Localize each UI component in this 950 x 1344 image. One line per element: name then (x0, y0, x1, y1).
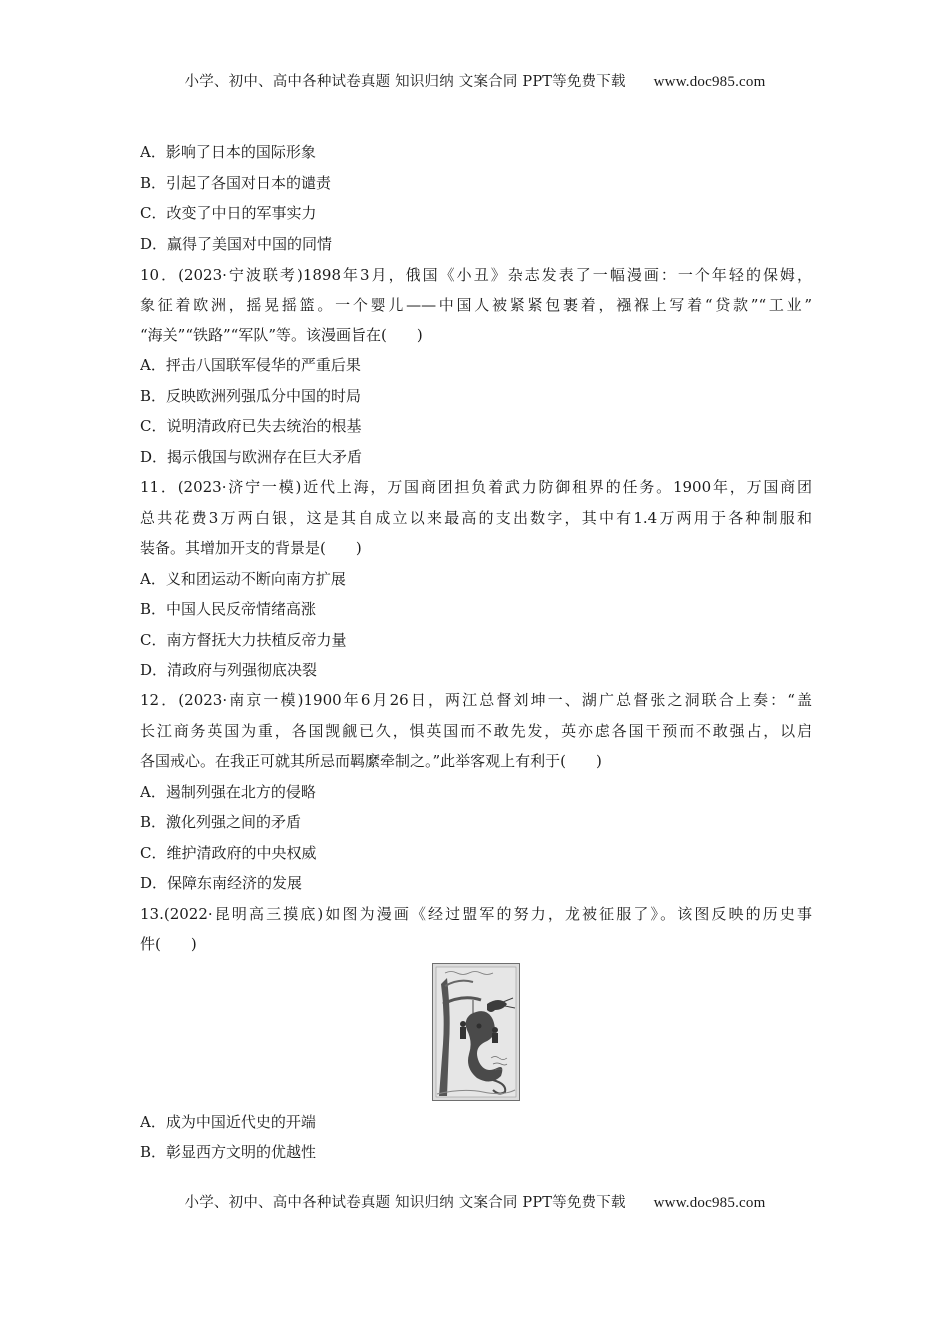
header-url[interactable]: www.doc985.com (653, 74, 766, 90)
page-header (0, 70, 950, 91)
q12-option-c: C．维护清政府的中央权威 (140, 844, 317, 862)
page-footer (0, 1191, 950, 1212)
q13-option-a: A．成为中国近代史的开端 (140, 1113, 316, 1131)
q10-option-a: A．抨击八国联军侵华的严重后果 (140, 356, 361, 374)
q13-stem-line-1: 13.(2022·昆明高三摸底)如图为漫画《经过盟军的努力，龙被征服了》。该图反映的历史事 (140, 905, 812, 923)
q11-stem-line-2: 总共花费3万两白银，这是其自成立以来最高的支出数字，其中有1.4万两用于各种制服和 (140, 509, 812, 527)
q10-option-d: D．揭示俄国与欧洲存在巨大矛盾 (140, 448, 363, 466)
q9-option-a: A．影响了日本的国际形象 (140, 143, 316, 161)
q10-stem-line-2: 象征着欧洲，摇晃摇篮。一个婴儿——中国人被紧紧包裹着，襁褓上写着“贷款”“工业” (140, 296, 812, 314)
dragon-cartoon-image (432, 963, 520, 1101)
footer-url[interactable]: www.doc985.com (653, 1195, 766, 1211)
dragon-cartoon-illustration (433, 964, 519, 1100)
q12-stem-line-3: 各国戒心。在我正可就其所忌而羁縻牵制之。”此举客观上有利于( ) (140, 752, 602, 770)
q11-stem-line-1: 11．(2023·济宁一模)近代上海，万国商团担负着武力防御租界的任务。1900年，万国商团 (140, 478, 812, 496)
q9-option-c: C．改变了中日的军事实力 (140, 204, 317, 222)
q10-option-b: B．反映欧洲列强瓜分中国的时局 (140, 387, 362, 405)
q11-option-a: A．义和团运动不断向南方扩展 (140, 570, 346, 588)
q13-option-b: B．彰显西方文明的优越性 (140, 1143, 317, 1161)
q9-option-d: D．赢得了美国对中国的同情 (140, 235, 333, 253)
footer-text: 小学、初中、高中各种试卷真题 知识归纳 文案合同 PPT等免费下载 (184, 1195, 626, 1211)
q12-option-a: A．遏制列强在北方的侵略 (140, 783, 316, 801)
q11-option-d: D．清政府与列强彻底决裂 (140, 661, 318, 679)
header-text: 小学、初中、高中各种试卷真题 知识归纳 文案合同 PPT等免费下载 (184, 74, 626, 90)
q12-option-b: B．激化列强之间的矛盾 (140, 813, 302, 831)
q12-stem-line-1: 12．(2023·南京一模)1900年6月26日，两江总督刘坤一、湖广总督张之洞联合上奏：“盖 (140, 691, 812, 709)
q10-option-c: C．说明清政府已失去统治的根基 (140, 417, 362, 435)
q9-option-b: B．引起了各国对日本的谴责 (140, 174, 332, 192)
q11-option-c: C．南方督抚大力扶植反帝力量 (140, 631, 347, 649)
q10-stem-line-3: “海关”“铁路”“军队”等。该漫画旨在( ) (140, 326, 423, 344)
q11-stem-line-3: 装备。其增加开支的背景是( ) (140, 539, 362, 557)
q13-stem-line-2: 件( ) (140, 935, 197, 953)
q10-stem-line-1: 10．(2023·宁波联考)1898年3月，俄国《小丑》杂志发表了一幅漫画：一个年轻的保姆， (140, 266, 812, 284)
q11-option-b: B．中国人民反帝情绪高涨 (140, 600, 317, 618)
q12-stem-line-2: 长江商务英国为重，各国觊觎已久，惧英国而不敢先发，英亦虑各国干预而不敢强占，以启 (140, 722, 812, 740)
q12-option-d: D．保障东南经济的发展 (140, 874, 303, 892)
